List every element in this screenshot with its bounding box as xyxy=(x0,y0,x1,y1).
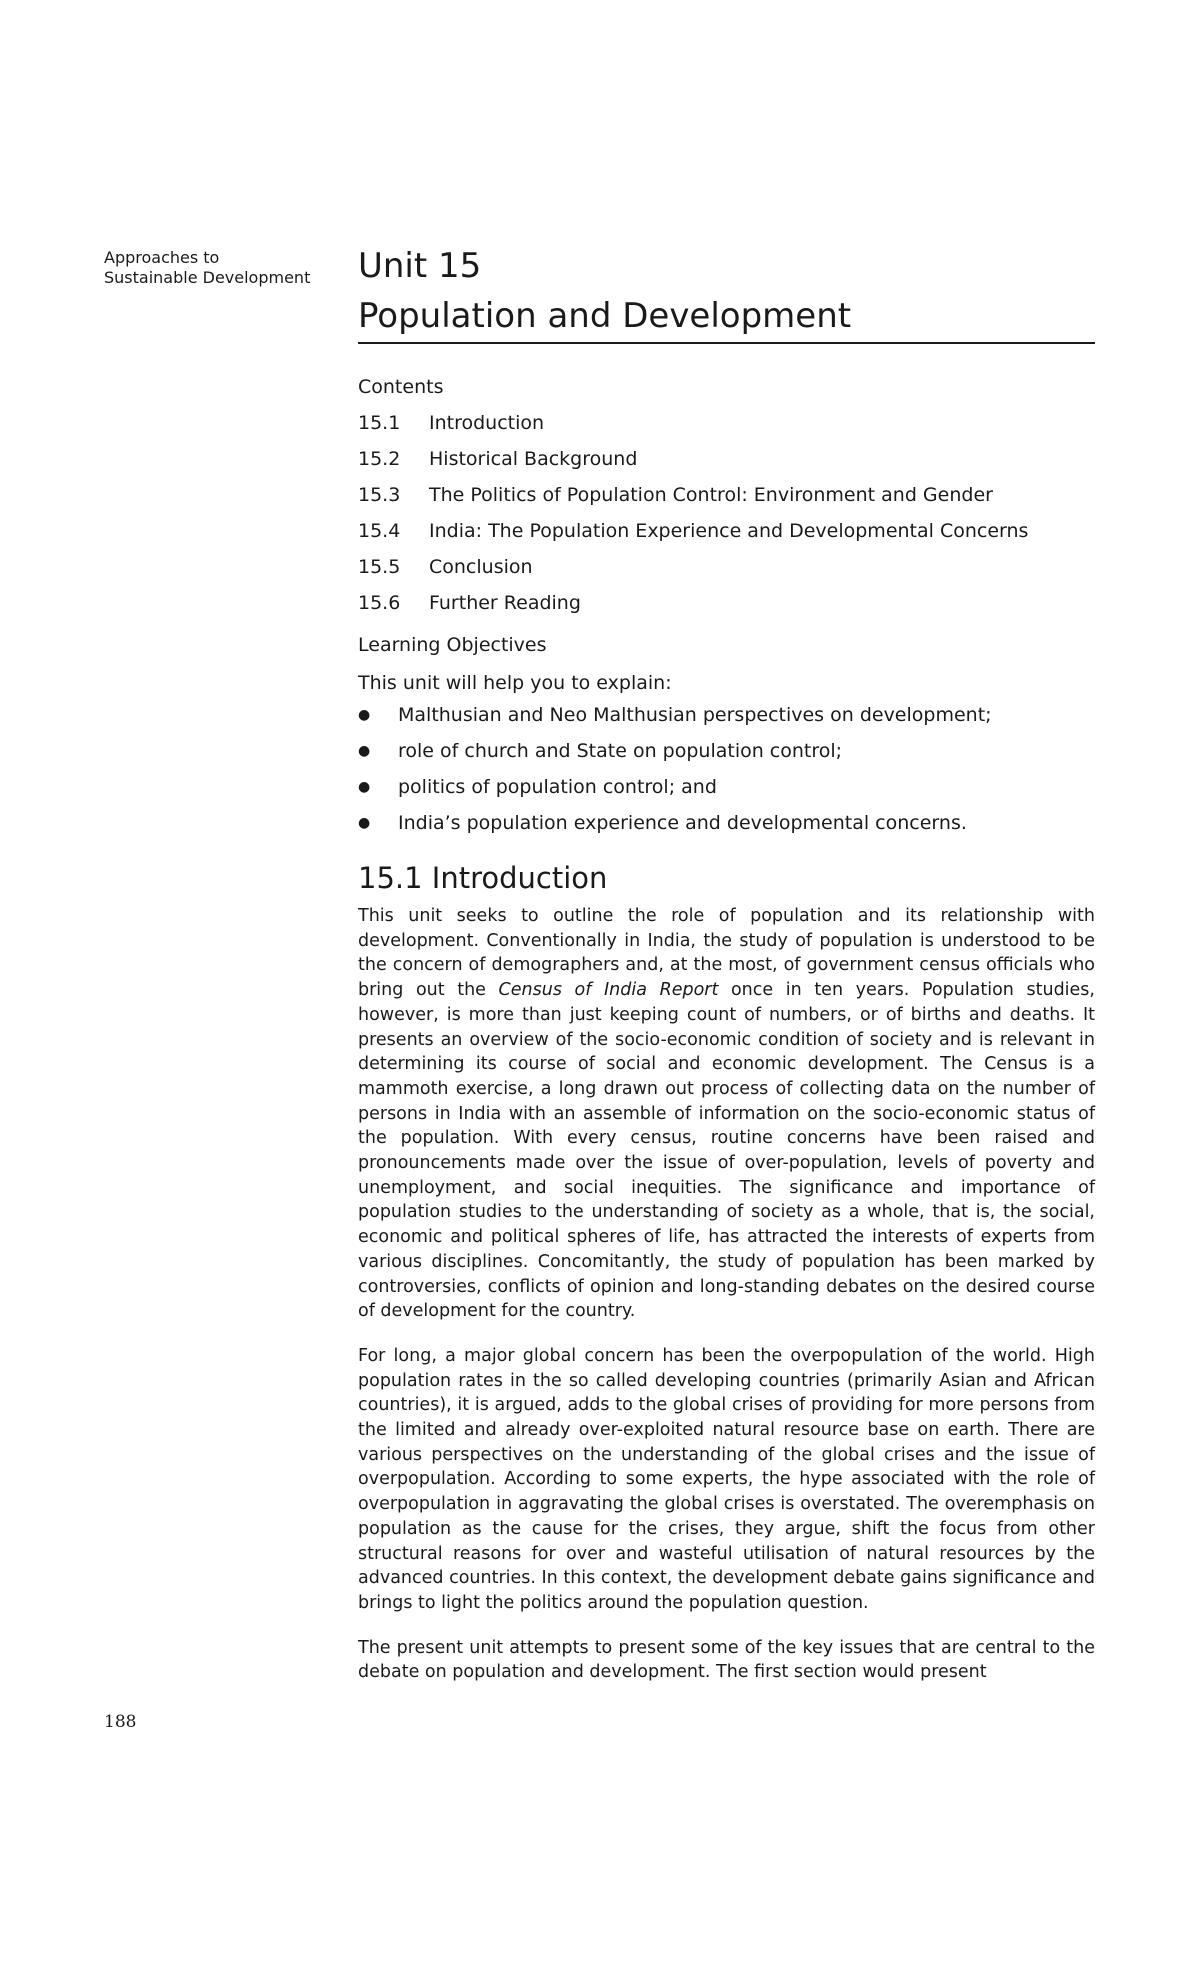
body-paragraph: For long, a major global concern has been the overpopulation of the world. High population rates in the so called developing countries (primarily Asian and African countries), it is argued, adds to the global crises of providing for more persons from the limited and already over-exploited natural resource base on earth. There are various perspectives on the understanding of the global crises and the issue of overpopulation. According to some experts, the hype associated with the role of overpopulation in aggravating the global crises is overstated. The overemphasis on population as the cause for the crises, they argue, shift the focus from other structural reasons for over and wasteful utilisation of natural resources by the advanced countries. In this context, the development debate gains significance and brings to light the politics around the population question. xyxy=(358,1345,1095,1613)
contents-item-number: 15.5 xyxy=(358,556,401,578)
unit-title: Population and Development xyxy=(358,294,1095,344)
contents-item-number: 15.4 xyxy=(358,520,401,542)
contents-item-label: Introduction xyxy=(429,412,545,434)
bullet-icon: ● xyxy=(358,779,371,795)
objective-text: politics of population control; and xyxy=(398,776,717,798)
objective-item xyxy=(358,776,1095,812)
contents-item-label: Historical Background xyxy=(429,448,638,470)
contents-item xyxy=(358,484,1095,520)
objective-item xyxy=(358,704,1095,740)
contents-item xyxy=(358,412,1095,448)
objective-text: India’s population experience and developmental concerns. xyxy=(398,812,967,834)
contents-item-number: 15.1 xyxy=(358,412,401,434)
learning-objectives-intro: This unit will help you to explain: xyxy=(358,672,672,694)
bullet-icon: ● xyxy=(358,815,371,831)
contents-list xyxy=(358,412,1095,628)
contents-item-number: 15.6 xyxy=(358,592,401,614)
objective-text: Malthusian and Neo Malthusian perspectives on development; xyxy=(398,704,992,726)
contents-item-number: 15.2 xyxy=(358,448,401,470)
body-paragraph xyxy=(358,904,1095,1324)
objective-text: role of church and State on population control; xyxy=(398,740,843,762)
contents-item xyxy=(358,592,1095,628)
contents-heading: Contents xyxy=(358,376,444,398)
main-column xyxy=(358,244,1095,1705)
unit-label: Unit 15 xyxy=(358,246,482,286)
objective-item xyxy=(358,812,1095,848)
paragraph-text: This unit seeks to outline the role of population and its relationship with development. Conventionally in India, the study of population is understood to be the concern of demographers and, at the most, of government census officials who bring out the xyxy=(358,906,1095,1001)
contents-item-label: The Politics of Population Control: Environment and Gender xyxy=(429,484,993,506)
running-head-line-2: Sustainable Development xyxy=(104,268,311,287)
contents-item-label: Conclusion xyxy=(429,556,533,578)
contents-item xyxy=(358,520,1095,556)
contents-item-label: India: The Population Experience and Developmental Concerns xyxy=(429,520,1029,542)
learning-objectives-list xyxy=(358,704,1095,848)
objective-item xyxy=(358,740,1095,776)
contents-item-label: Further Reading xyxy=(429,592,581,614)
contents-item xyxy=(358,448,1095,484)
section-title: 15.1 Introduction xyxy=(358,861,608,895)
learning-objectives-heading: Learning Objectives xyxy=(358,634,547,656)
paragraph-text: once in ten years. Population studies, however, is more than just keeping count of numbers, or of births and deaths. It presents an overview of the socio-economic condition of society and is relevant in determining its course of social and economic development. The Census is a mammoth exercise, a long drawn out process of collecting data on the number of persons in India with an assemble of information on the socio-economic status of the population. With every census, routine concerns have been raised and pronouncements made over the issue of over-population, levels of poverty and unemployment, and social inequities. The significance and importance of population studies to the understanding of society as a whole, that is, the social, economic and political spheres of life, has attracted the interests of experts from various disciplines. Concomitantly, the study of population has been marked by controversies, conflicts of opinion and long-standing debates on the desired course of development for the country. xyxy=(358,980,1095,1322)
running-head-line-1: Approaches to xyxy=(104,248,220,267)
page-number: 188 xyxy=(104,1712,137,1732)
running-head xyxy=(104,248,310,288)
bullet-icon: ● xyxy=(358,707,371,723)
body-paragraph: The present unit attempts to present some of the key issues that are central to the debate on population and development. The first section would present xyxy=(358,1637,1095,1683)
report-title-italic: Census of India Report xyxy=(498,980,719,1001)
bullet-icon: ● xyxy=(358,743,371,759)
contents-item-number: 15.3 xyxy=(358,484,401,506)
contents-item xyxy=(358,556,1095,592)
